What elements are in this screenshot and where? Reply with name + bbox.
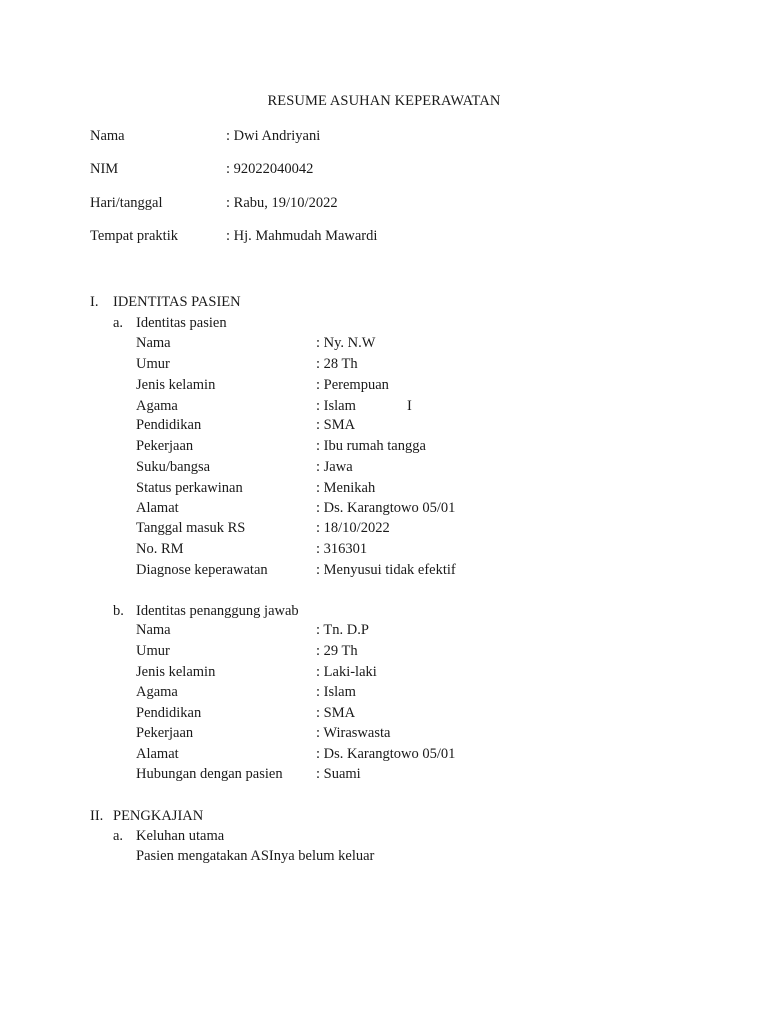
field-row [136,375,736,395]
field-label: Suku/bangsa [136,459,211,475]
field-row [136,436,736,456]
field-row [136,457,736,477]
subsection-number: b. [113,603,124,619]
field-value: : Ds. Karangtowo 05/01 [316,500,456,516]
header-value: : 92022040042 [226,161,314,177]
field-row [136,744,736,764]
field-row [136,333,736,353]
header-label: Hari/tanggal [90,195,163,211]
subsection-title: Identitas pasien [136,315,227,331]
field-label: Alamat [136,746,179,762]
subsection-title: Keluhan utama [136,828,225,844]
field-row [136,703,736,723]
field-label: No. RM [136,541,184,557]
keluhan-text: Pasien mengatakan ASInya belum keluar [136,848,375,864]
header-value: : Dwi Andriyani [226,128,321,144]
section-title: PENGKAJIAN [113,808,204,824]
field-row [136,764,736,784]
field-row [136,682,736,702]
field-value: : 29 Th [316,643,358,659]
subsection-number: a. [113,828,124,844]
header-label: Nama [90,128,125,144]
field-value: : Laki-laki [316,664,377,680]
field-row [136,620,736,640]
header-value: : Rabu, 19/10/2022 [226,195,338,211]
field-label: Umur [136,356,170,372]
field-value: : Jawa [316,459,353,475]
field-label: Pendidikan [136,705,202,721]
field-value: : 28 Th [316,356,358,372]
field-label: Umur [136,643,170,659]
field-value: : Menikah [316,480,376,496]
subsection-title: Identitas penanggung jawab [136,603,299,619]
header-value: : Hj. Mahmudah Mawardi [226,228,378,244]
header-label: Tempat praktik [90,228,178,244]
field-value: : Menyusui tidak efektif [316,562,456,578]
field-label: Nama [136,335,171,351]
field-row [136,641,736,661]
field-row [136,539,736,559]
field-row [136,478,736,498]
field-label: Alamat [136,500,179,516]
field-value: : Tn. D.P [316,622,369,638]
field-row [136,415,736,435]
field-label: Jenis kelamin [136,377,216,393]
field-label: Agama [136,398,178,414]
field-value: : 18/10/2022 [316,520,390,536]
field-value: : Wiraswasta [316,725,391,741]
field-row [136,518,736,538]
field-label: Status perkawinan [136,480,243,496]
field-label: Pekerjaan [136,438,194,454]
field-value: : SMA [316,417,356,433]
field-label: Nama [136,622,171,638]
field-value: : SMA [316,705,356,721]
header-label: NIM [90,161,119,177]
section-number: I. [90,294,99,310]
field-label: Hubungan dengan pasien [136,766,283,782]
subsection-number: a. [113,315,124,331]
field-label: Jenis kelamin [136,664,216,680]
stray-mark: I [407,398,412,414]
field-value: : Ny. N.W [316,335,376,351]
field-value: : Suami [316,766,361,782]
field-label: Tanggal masuk RS [136,520,246,536]
field-row [136,560,736,580]
field-value: : Perempuan [316,377,389,393]
field-label: Pekerjaan [136,725,194,741]
field-label: Pendidikan [136,417,202,433]
field-row [136,498,736,518]
section-title: IDENTITAS PASIEN [113,294,241,310]
field-value: : Ibu rumah tangga [316,438,426,454]
field-value: : 316301 [316,541,368,557]
document-title: RESUME ASUHAN KEPERAWATAN [267,93,501,109]
field-row [136,723,736,743]
field-row [136,354,736,374]
field-value: : Islam [316,684,356,700]
field-label: Agama [136,684,178,700]
section-number: II. [90,808,104,824]
field-row [136,396,736,416]
field-label: Diagnose keperawatan [136,562,268,578]
field-value: : Islam [316,398,356,414]
field-row [136,662,736,682]
field-value: : Ds. Karangtowo 05/01 [316,746,456,762]
